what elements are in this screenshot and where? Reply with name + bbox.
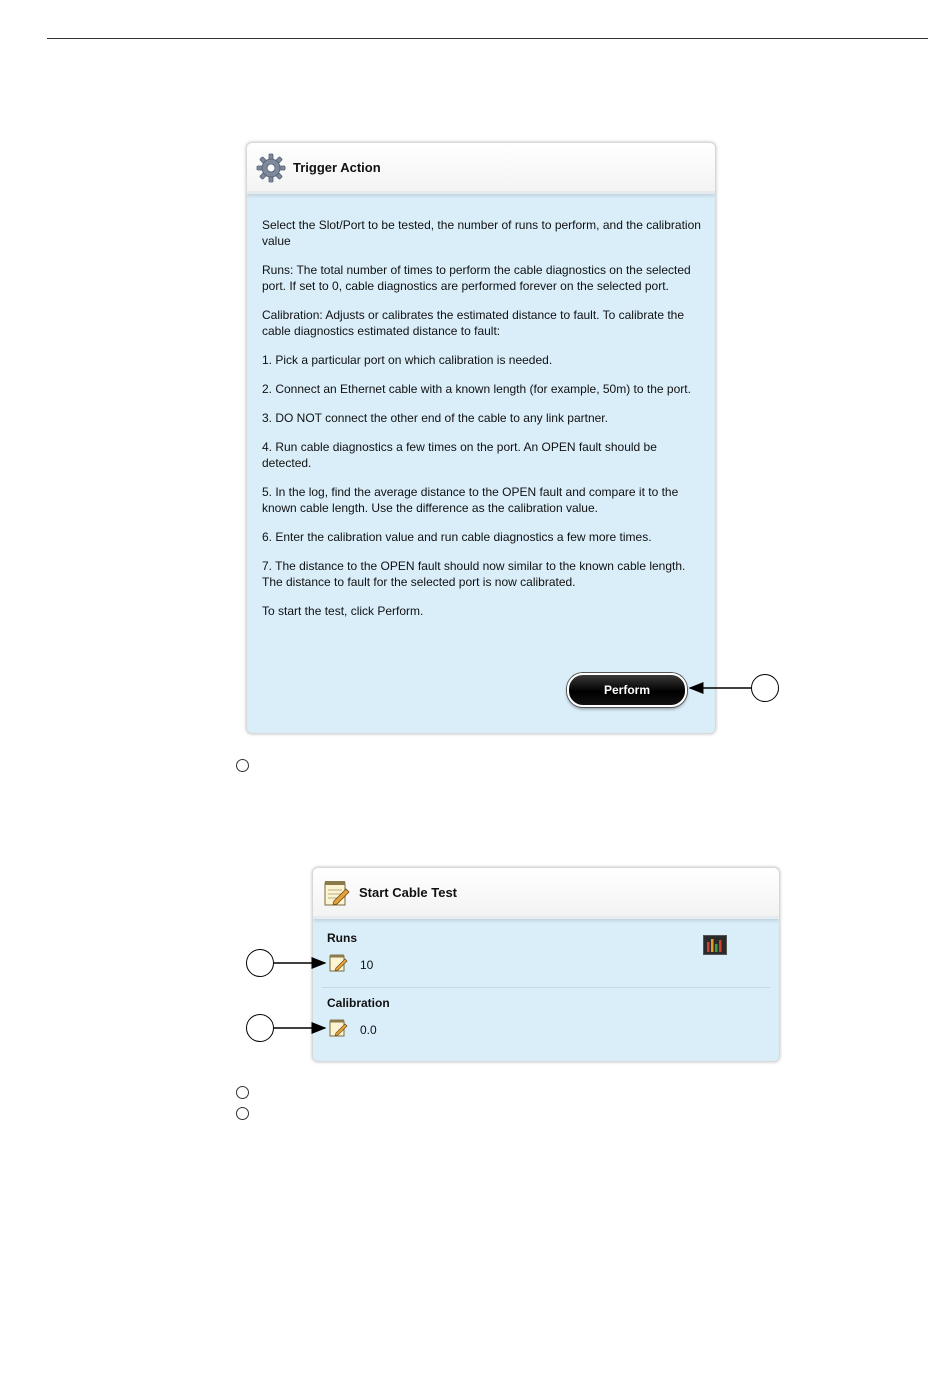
perform-button[interactable]: Perform [567,673,687,707]
instruction-paragraph: 3. DO NOT connect the other end of the cable to any link partner. [262,411,608,425]
instruction-paragraph: Calibration: Adjusts or calibrates the estimated distance to fault. To calibrate the cable diagnostics estimated distance to fault: [262,308,685,338]
runs-value[interactable]: 10 [360,958,374,972]
step-bullet [236,759,249,772]
start-cable-test-title: Start Cable Test [359,885,458,900]
instruction-paragraph: Runs: The total number of times to perform the cable diagnostics on the selected port. If set to 0, cable diagnostics are performed forever on the selected port. [262,263,691,293]
step-bullet [236,1107,249,1120]
instruction-paragraph: 6. Enter the calibration value and run cable diagnostics a few more times. [262,530,652,544]
instruction-paragraph: 1. Pick a particular port on which calibration is needed. [262,353,553,367]
trigger-action-title: Trigger Action [293,160,381,175]
step-bullet [236,1086,249,1099]
callout-circle [246,1014,274,1042]
runs-label: Runs [327,931,357,945]
callout-circle [246,949,274,977]
calibration-value[interactable]: 0.0 [360,1023,377,1037]
instruction-paragraph: 2. Connect an Ethernet cable with a known length (for example, 50m) to the port. [262,382,691,396]
calibration-label: Calibration [327,996,390,1010]
instruction-paragraph: 7. The distance to the OPEN fault should now similar to the known cable length. The distance to fault for the selected port is now calibrated. [262,559,686,589]
instruction-paragraph: Select the Slot/Port to be tested, the number of runs to perform, and the calibration value [262,218,701,248]
instruction-paragraph: To start the test, click Perform. [262,604,424,618]
instruction-paragraph: 5. In the log, find the average distance to the OPEN fault and compare it to the known cable length. Use the difference as the calibration value. [262,485,679,515]
callout-circle [751,674,779,702]
instruction-paragraph: 4. Run cable diagnostics a few times on the port. An OPEN fault should be detected. [262,440,657,470]
